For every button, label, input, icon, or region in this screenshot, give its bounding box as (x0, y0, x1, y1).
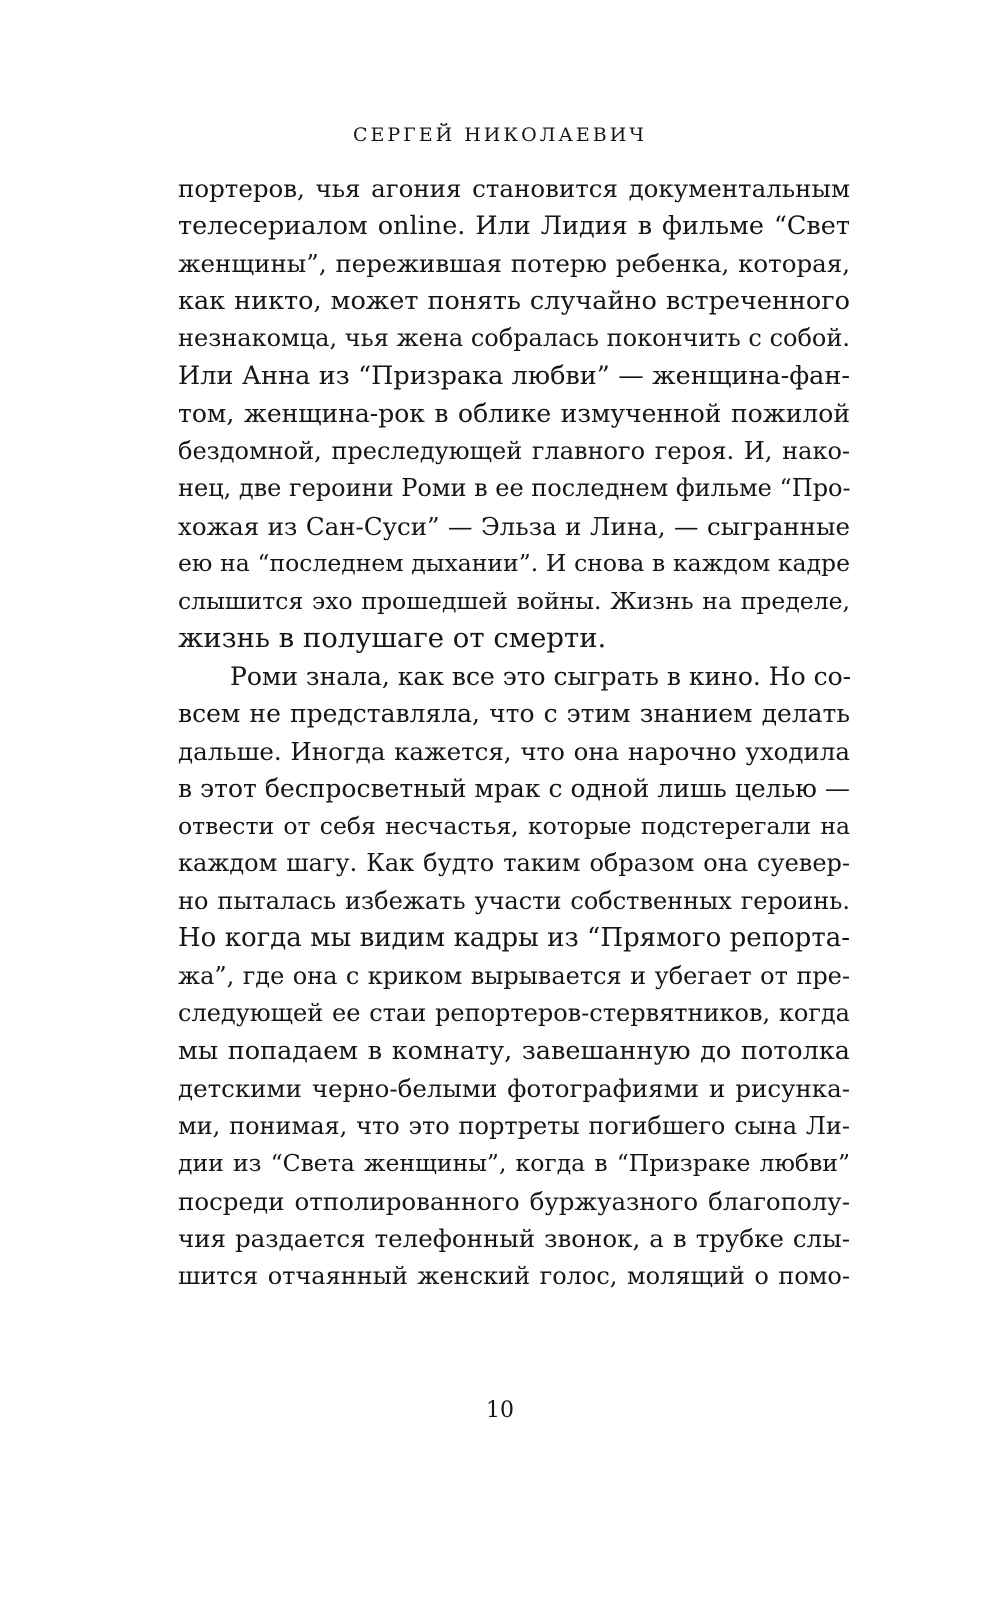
text-line: женщины”, пережившая потерю ребенка, которая, (178, 249, 850, 278)
text-line: ею на “последнем дыхании”. И снова в каждом кадре (178, 549, 850, 577)
text-line: шится отчаянный женский голос, молящий о помо- (178, 1261, 850, 1290)
text-line: детскими черно-белыми фотографиями и рисунка- (178, 1074, 850, 1103)
text-line: ми, понимая, что это портреты погибшего сына Ли- (178, 1111, 850, 1140)
text-line: каждом шагу. Как будто таким образом она суевер- (178, 849, 850, 877)
text-line: как никто, может понять случайно встреченного (178, 285, 850, 316)
text-line: жизнь в полушаге от смерти. (178, 622, 607, 654)
text-line: дальше. Иногда кажется, что она нарочно уходила (178, 736, 850, 766)
text-line: следующей ее стаи репортеров-стервятников, когда (178, 999, 850, 1027)
text-line: дии из “Света женщины”, когда в “Призраке любви” (178, 1149, 850, 1177)
text-line: телесериалом online. Или Лидия в фильме “Свет (178, 210, 850, 241)
text-line: но пыталась избежать участи собственных героинь. (178, 886, 850, 915)
text-line: в этот беспросветный мрак с одной лишь целью — (178, 774, 850, 803)
text-line: хожая из Сан-Суси” — Эльза и Лина, — сыгранные (178, 511, 850, 541)
text-line: портеров, чья агония становится документальным (178, 174, 850, 203)
text-line: отвести от себя несчастья, которые подстерегали на (178, 811, 850, 840)
text-line: Или Анна из “Призрака любви” — женщина-фан- (178, 360, 850, 391)
text-line: слышится эхо прошедшей войны. Жизнь на пределе, (178, 586, 850, 615)
text-line: нец, две героини Роми в ее последнем фильме “Про- (178, 474, 851, 502)
text-line: чия раздается телефонный звонок, а в трубке слы- (178, 1224, 850, 1253)
text-line: незнакомца, чья жена собралась покончить с собой. (178, 324, 850, 352)
text-line: жа”, где она с криком вырывается и убегает от пре- (178, 961, 850, 990)
text-line: посреди отполированного буржуазного благополу- (178, 1186, 850, 1216)
page-number: 10 (486, 1398, 514, 1423)
running-head: СЕРГЕЙ НИКОЛАЕВИЧ (352, 124, 647, 146)
text-line: мы попадаем в комнату, завешанную до потолка (178, 1035, 850, 1066)
text-line: Но когда мы видим кадры из “Прямого репорта- (178, 923, 850, 953)
text-line: бездомной, преследующей главного героя. И, нако- (178, 436, 850, 465)
text-line: том, женщина-рок в облике измученной пожилой (178, 399, 850, 428)
text-line: всем не представляла, что с этим знанием делать (178, 699, 850, 728)
text-line: Роми знала, как все это сыграть в кино. Но со- (230, 661, 852, 691)
body-text (178, 170, 850, 1295)
